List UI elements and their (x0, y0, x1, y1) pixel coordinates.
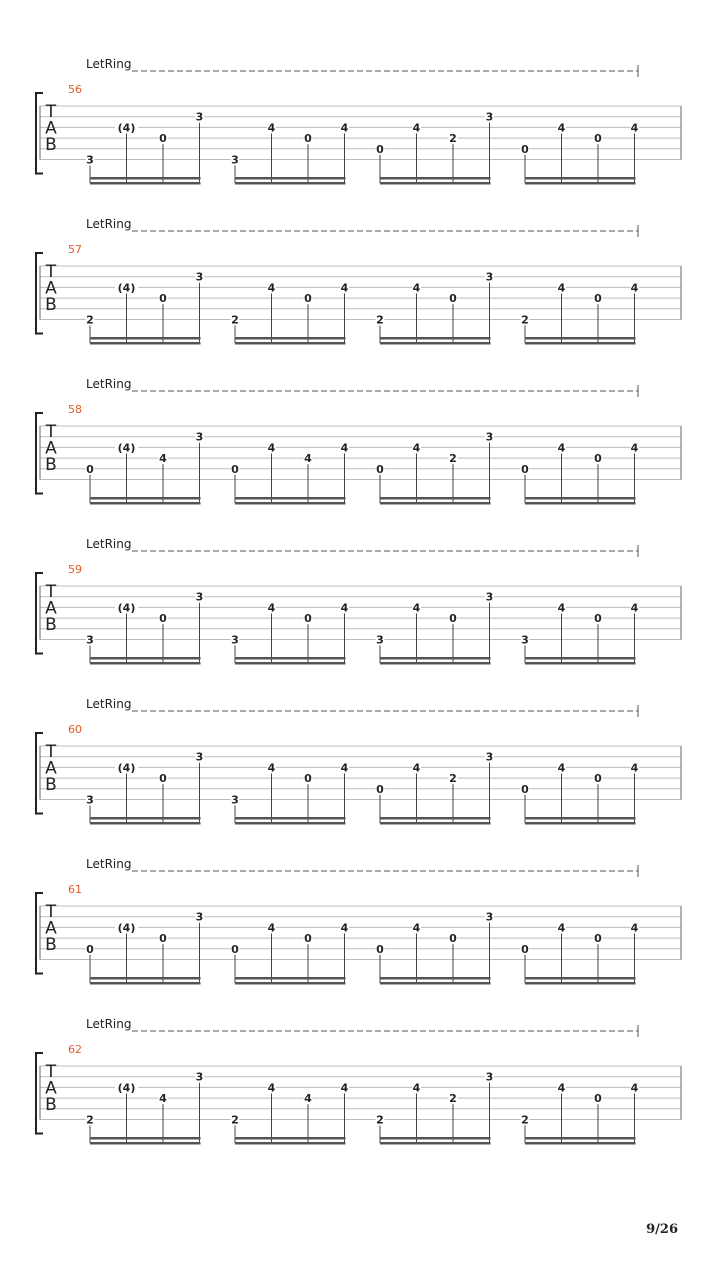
beam-secondary (90, 1142, 201, 1145)
fret-number: 3 (485, 430, 494, 444)
beam-primary (525, 657, 636, 660)
fret-number: 0 (376, 142, 384, 156)
fret-number: 4 (340, 761, 349, 775)
fret-number: 3 (231, 153, 239, 167)
beam-group (231, 601, 350, 664)
tab-system (36, 857, 681, 985)
tab-clef-letter: B (45, 135, 57, 155)
fret-number: 3 (485, 1070, 494, 1084)
fret-number: 3 (195, 590, 204, 604)
beam-secondary (525, 502, 636, 505)
fret-number: 4 (557, 1081, 566, 1095)
beam-group (86, 431, 205, 505)
fret-number: 4 (412, 601, 421, 615)
fret-number: 2 (376, 1113, 384, 1127)
fret-number: 0 (159, 292, 167, 306)
beam-primary (380, 177, 491, 180)
beam-secondary (235, 502, 346, 505)
fret-number: 0 (594, 932, 602, 946)
tab-clef-letter: T (45, 742, 57, 762)
beam-secondary (380, 662, 491, 665)
beam-primary (235, 817, 346, 820)
fret-number: 0 (521, 782, 529, 796)
beam-primary (235, 337, 346, 340)
fret-number: 0 (86, 942, 94, 956)
beam-secondary (235, 662, 346, 665)
fret-number: 4 (557, 121, 566, 135)
fret-number: 3 (195, 750, 204, 764)
beam-primary (235, 497, 346, 500)
beam-primary (380, 497, 491, 500)
measure-number: 60 (68, 723, 82, 736)
let-ring-label: LetRing (86, 57, 132, 71)
fret-number: 3 (231, 633, 239, 647)
fret-number: 4 (630, 441, 639, 455)
beam-secondary (90, 822, 201, 825)
tab-clef-letter: B (45, 775, 57, 795)
beam-group (376, 1071, 495, 1145)
fret-number: 0 (231, 462, 239, 476)
beam-primary (235, 177, 346, 180)
beam-secondary (380, 822, 491, 825)
fret-number: 0 (594, 292, 602, 306)
fret-number: 3 (485, 110, 494, 124)
fret-number: 0 (521, 462, 529, 476)
measure-number: 61 (68, 883, 82, 896)
fret-number: 4 (557, 761, 566, 775)
fret-number: 2 (376, 313, 384, 327)
fret-number: 2 (449, 452, 457, 466)
fret-number: 0 (594, 612, 602, 626)
beam-secondary (525, 662, 636, 665)
fret-number: 0 (594, 772, 602, 786)
beam-primary (90, 977, 201, 980)
fret-number: (4) (117, 281, 136, 295)
beam-primary (380, 1137, 491, 1140)
beam-group (376, 271, 495, 345)
beam-primary (90, 497, 201, 500)
fret-number: 4 (304, 452, 312, 466)
fret-number: 4 (630, 121, 639, 135)
beam-secondary (235, 1142, 346, 1145)
fret-number: 0 (304, 772, 312, 786)
tab-clef-letter: A (45, 758, 57, 779)
fret-number: 4 (412, 121, 421, 135)
tab-system (36, 57, 681, 185)
beam-primary (380, 657, 491, 660)
let-ring-label: LetRing (86, 857, 132, 871)
fret-number: 2 (449, 1092, 457, 1106)
tab-clef-letter: A (45, 918, 57, 939)
fret-number: 0 (376, 942, 384, 956)
beam-group (86, 111, 205, 185)
beam-group (376, 431, 495, 505)
fret-number: 0 (231, 942, 239, 956)
fret-number: 4 (304, 1092, 312, 1106)
tab-clef-letter: T (45, 262, 57, 282)
fret-number: 4 (267, 761, 276, 775)
measure-number: 62 (68, 1043, 82, 1056)
beam-primary (235, 977, 346, 980)
tab-clef-letter: B (45, 615, 57, 635)
fret-number: 4 (412, 281, 421, 295)
fret-number: 0 (159, 772, 167, 786)
beam-secondary (235, 182, 346, 185)
beam-secondary (90, 662, 201, 665)
fret-number: 4 (630, 281, 639, 295)
let-ring-label: LetRing (86, 537, 132, 551)
beam-group (231, 1081, 350, 1144)
beam-secondary (235, 982, 346, 985)
tab-system (36, 537, 681, 665)
beam-secondary (380, 182, 491, 185)
fret-number: 3 (485, 910, 494, 924)
tab-clef-letter: T (45, 902, 57, 922)
fret-number: 4 (557, 921, 566, 935)
fret-number: 2 (86, 313, 94, 327)
fret-number: 0 (376, 462, 384, 476)
beam-primary (525, 817, 636, 820)
fret-number: 4 (267, 921, 276, 935)
tab-system (36, 697, 681, 825)
beam-primary (90, 337, 201, 340)
fret-number: 2 (231, 1113, 239, 1127)
fret-number: (4) (117, 1081, 136, 1095)
beam-primary (235, 657, 346, 660)
fret-number: 0 (159, 132, 167, 146)
beam-primary (380, 337, 491, 340)
fret-number: 0 (449, 612, 457, 626)
fret-number: 4 (340, 1081, 349, 1095)
beam-secondary (90, 502, 201, 505)
fret-number: 2 (449, 772, 457, 786)
tab-clef-letter: B (45, 935, 57, 955)
fret-number: (4) (117, 121, 136, 135)
tab-clef-letter: A (45, 438, 57, 459)
fret-number: 2 (449, 132, 457, 146)
tab-system (36, 1017, 681, 1145)
fret-number: 4 (412, 921, 421, 935)
measure-number: 58 (68, 403, 82, 416)
fret-number: (4) (117, 761, 136, 775)
beam-secondary (380, 342, 491, 345)
beam-secondary (525, 342, 636, 345)
beam-primary (525, 977, 636, 980)
fret-number: 2 (521, 1113, 529, 1127)
fret-number: 2 (86, 1113, 94, 1127)
beam-group (521, 281, 640, 344)
fret-number: 2 (521, 313, 529, 327)
fret-number: 2 (231, 313, 239, 327)
beam-secondary (525, 982, 636, 985)
tab-clef-letter: T (45, 102, 57, 122)
beam-primary (235, 1137, 346, 1140)
tab-system (36, 217, 681, 345)
beam-secondary (235, 822, 346, 825)
fret-number: 0 (159, 932, 167, 946)
beam-group (86, 591, 205, 665)
fret-number: 4 (267, 1081, 276, 1095)
fret-number: 3 (195, 110, 204, 124)
fret-number: 3 (86, 153, 94, 167)
beam-secondary (525, 1142, 636, 1145)
beam-secondary (525, 822, 636, 825)
beam-group (521, 441, 640, 504)
beam-group (231, 921, 350, 984)
beam-secondary (90, 182, 201, 185)
measure-number: 57 (68, 243, 82, 256)
fret-number: 4 (412, 441, 421, 455)
fret-number: 4 (557, 601, 566, 615)
fret-number: 4 (630, 1081, 639, 1095)
beam-primary (90, 657, 201, 660)
beam-group (231, 441, 350, 504)
beam-secondary (380, 982, 491, 985)
tab-clef-letter: T (45, 1062, 57, 1082)
fret-number: 4 (340, 921, 349, 935)
fret-number: 3 (485, 750, 494, 764)
fret-number: 0 (521, 942, 529, 956)
beam-primary (380, 977, 491, 980)
beam-group (376, 591, 495, 665)
tab-clef-letter: A (45, 1078, 57, 1099)
beam-group (521, 121, 640, 184)
fret-number: 4 (630, 601, 639, 615)
fret-number: 3 (195, 910, 204, 924)
beam-group (376, 751, 495, 825)
fret-number: 4 (412, 1081, 421, 1095)
fret-number: 4 (630, 761, 639, 775)
fret-number: 3 (86, 793, 94, 807)
beam-primary (525, 497, 636, 500)
beam-primary (90, 1137, 201, 1140)
beam-secondary (380, 1142, 491, 1145)
measure-number: 59 (68, 563, 82, 576)
fret-number: 0 (376, 782, 384, 796)
fret-number: 3 (195, 270, 204, 284)
tab-clef-letter: B (45, 295, 57, 315)
page-number: 9/26 (646, 1222, 678, 1237)
let-ring-label: LetRing (86, 1017, 132, 1031)
tab-clef-letter: A (45, 118, 57, 139)
beam-primary (525, 337, 636, 340)
fret-number: 0 (521, 142, 529, 156)
beam-primary (380, 817, 491, 820)
fret-number: 0 (304, 132, 312, 146)
tab-clef-letter: B (45, 455, 57, 475)
beam-group (86, 1071, 205, 1145)
fret-number: 4 (340, 121, 349, 135)
beam-group (86, 271, 205, 345)
fret-number: 0 (594, 452, 602, 466)
fret-number: 4 (340, 281, 349, 295)
fret-number: 0 (449, 932, 457, 946)
tab-clef-letter: T (45, 422, 57, 442)
fret-number: 0 (594, 132, 602, 146)
fret-number: 3 (521, 633, 529, 647)
beam-secondary (90, 342, 201, 345)
beam-primary (525, 177, 636, 180)
fret-number: 0 (304, 292, 312, 306)
beam-group (521, 1081, 640, 1144)
fret-number: 3 (86, 633, 94, 647)
measure-number: 56 (68, 83, 82, 96)
beam-secondary (235, 342, 346, 345)
beam-primary (525, 1137, 636, 1140)
fret-number: (4) (117, 921, 136, 935)
fret-number: 4 (267, 121, 276, 135)
fret-number: 0 (86, 462, 94, 476)
tab-clef-letter: T (45, 582, 57, 602)
beam-group (86, 911, 205, 985)
beam-group (521, 761, 640, 824)
fret-number: (4) (117, 441, 136, 455)
beam-primary (90, 177, 201, 180)
fret-number: (4) (117, 601, 136, 615)
beam-group (376, 911, 495, 985)
fret-number: 3 (231, 793, 239, 807)
beam-primary (90, 817, 201, 820)
fret-number: 3 (195, 430, 204, 444)
fret-number: 4 (557, 281, 566, 295)
fret-number: 0 (449, 292, 457, 306)
beam-group (521, 921, 640, 984)
fret-number: 0 (304, 612, 312, 626)
fret-number: 4 (267, 281, 276, 295)
beam-secondary (90, 982, 201, 985)
tab-system (36, 377, 681, 505)
fret-number: 4 (267, 601, 276, 615)
fret-number: 3 (195, 1070, 204, 1084)
beam-group (376, 111, 495, 185)
fret-number: 3 (485, 590, 494, 604)
beam-group (86, 751, 205, 825)
beam-group (231, 281, 350, 344)
fret-number: 4 (267, 441, 276, 455)
fret-number: 4 (340, 601, 349, 615)
beam-group (521, 601, 640, 664)
fret-number: 0 (594, 1092, 602, 1106)
beam-group (231, 761, 350, 824)
tab-clef-letter: B (45, 1095, 57, 1115)
fret-number: 3 (485, 270, 494, 284)
tab-clef-letter: A (45, 278, 57, 299)
fret-number: 0 (304, 932, 312, 946)
beam-secondary (525, 182, 636, 185)
beam-secondary (380, 502, 491, 505)
fret-number: 4 (412, 761, 421, 775)
fret-number: 4 (557, 441, 566, 455)
fret-number: 4 (159, 1092, 167, 1106)
fret-number: 4 (159, 452, 167, 466)
fret-number: 3 (376, 633, 384, 647)
fret-number: 0 (159, 612, 167, 626)
tab-clef-letter: A (45, 598, 57, 619)
fret-number: 4 (340, 441, 349, 455)
let-ring-label: LetRing (86, 697, 132, 711)
beam-group (231, 121, 350, 184)
let-ring-label: LetRing (86, 377, 132, 391)
let-ring-label: LetRing (86, 217, 132, 231)
fret-number: 4 (630, 921, 639, 935)
